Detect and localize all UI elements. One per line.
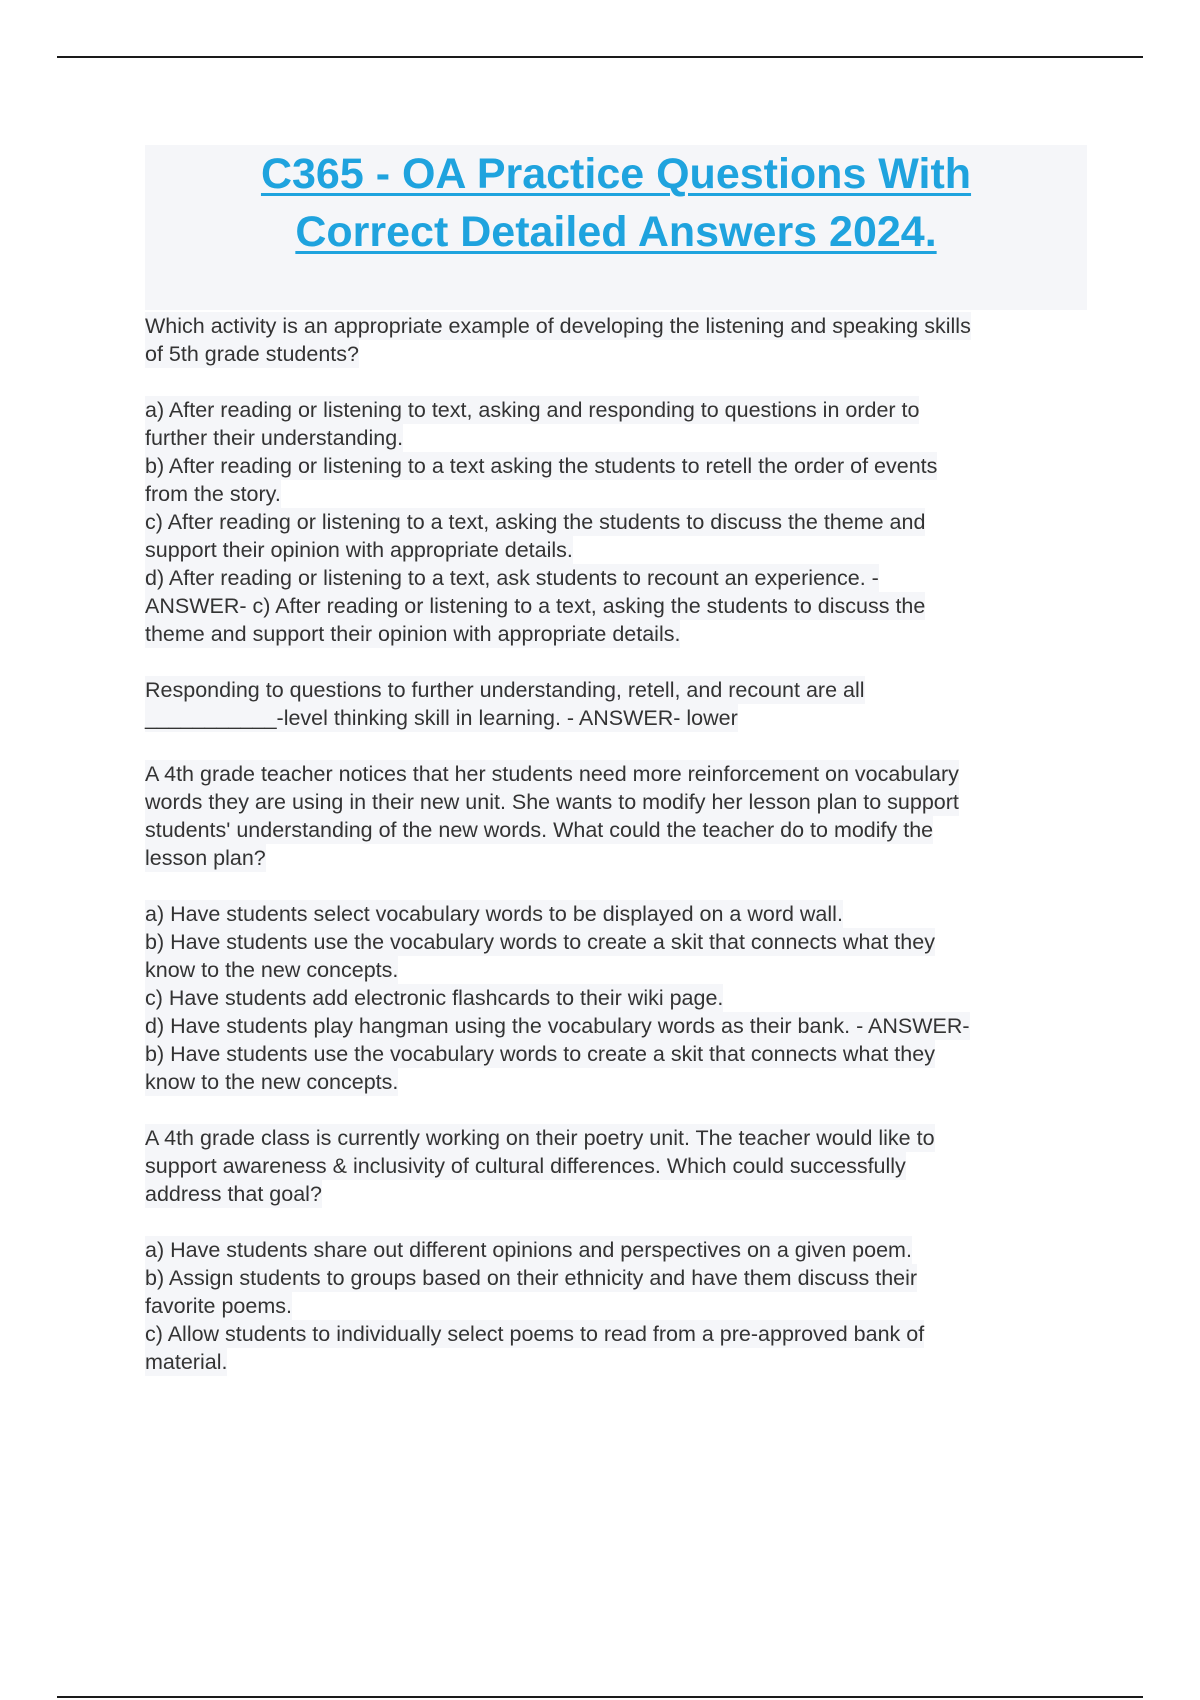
- text-line: Which activity is an appropriate example of developing the listening and speaking skills: [145, 314, 971, 338]
- text-line: know to the new concepts.: [145, 958, 399, 982]
- text-line: c) After reading or listening to a text, asking the students to discuss the theme and: [145, 510, 926, 534]
- text-line: material.: [145, 1350, 228, 1374]
- text-line: support their opinion with appropriate details.: [145, 538, 573, 562]
- paragraph: [145, 676, 1095, 732]
- text-line: b) After reading or listening to a text asking the students to retell the order of events: [145, 454, 938, 478]
- text-line: d) Have students play hangman using the vocabulary words as their bank. - ANSWER-: [145, 1014, 970, 1038]
- title-line: Correct Detailed Answers 2024.: [295, 208, 937, 256]
- document-title: [145, 145, 1087, 261]
- text-line: a) After reading or listening to text, asking and responding to questions in order to: [145, 398, 920, 422]
- text-line: of 5th grade students?: [145, 342, 359, 366]
- text-line: favorite poems.: [145, 1294, 292, 1318]
- paragraph: [145, 312, 1095, 368]
- document-body: [145, 312, 1095, 1404]
- text-line: know to the new concepts.: [145, 1070, 399, 1094]
- text-line: c) Allow students to individually select poems to read from a pre-approved bank of: [145, 1322, 925, 1346]
- paragraph: [145, 396, 1095, 648]
- text-line: further their understanding.: [145, 426, 404, 450]
- paragraph: [145, 760, 1095, 872]
- text-line: from the story.: [145, 482, 281, 506]
- text-line: lesson plan?: [145, 846, 266, 870]
- paragraph: [145, 900, 1095, 1096]
- text-line: a) Have students share out different opinions and perspectives on a given poem.: [145, 1238, 912, 1262]
- bottom-rule: [57, 1696, 1143, 1698]
- text-line: b) Assign students to groups based on their ethnicity and have them discuss their: [145, 1266, 918, 1290]
- paragraph: [145, 1124, 1095, 1208]
- paragraph: [145, 1236, 1095, 1376]
- text-line: Responding to questions to further understanding, retell, and recount are all: [145, 678, 865, 702]
- text-line: d) After reading or listening to a text, ask students to recount an experience. -: [145, 566, 879, 590]
- text-line: A 4th grade teacher notices that her students need more reinforcement on vocabulary: [145, 762, 959, 786]
- text-line: c) Have students add electronic flashcards to their wiki page.: [145, 986, 724, 1010]
- text-line: b) Have students use the vocabulary words to create a skit that connects what they: [145, 1042, 935, 1066]
- top-rule: [57, 56, 1143, 58]
- text-line: support awareness & inclusivity of cultural differences. Which could successfully: [145, 1154, 906, 1178]
- text-line: a) Have students select vocabulary words to be displayed on a word wall.: [145, 902, 843, 926]
- text-line: words they are using in their new unit. She wants to modify her lesson plan to support: [145, 790, 959, 814]
- text-line: address that goal?: [145, 1182, 322, 1206]
- text-line: b) Have students use the vocabulary words to create a skit that connects what they: [145, 930, 935, 954]
- title-line: C365 - OA Practice Questions With: [260, 150, 972, 198]
- text-line: ___________-level thinking skill in learning. - ANSWER- lower: [145, 706, 738, 730]
- text-line: students' understanding of the new words. What could the teacher do to modify the: [145, 818, 934, 842]
- title-block: [145, 145, 1087, 310]
- text-line: ANSWER- c) After reading or listening to a text, asking the students to discuss the: [145, 594, 926, 618]
- text-line: theme and support their opinion with appropriate details.: [145, 622, 681, 646]
- text-line: A 4th grade class is currently working on their poetry unit. The teacher would like to: [145, 1126, 935, 1150]
